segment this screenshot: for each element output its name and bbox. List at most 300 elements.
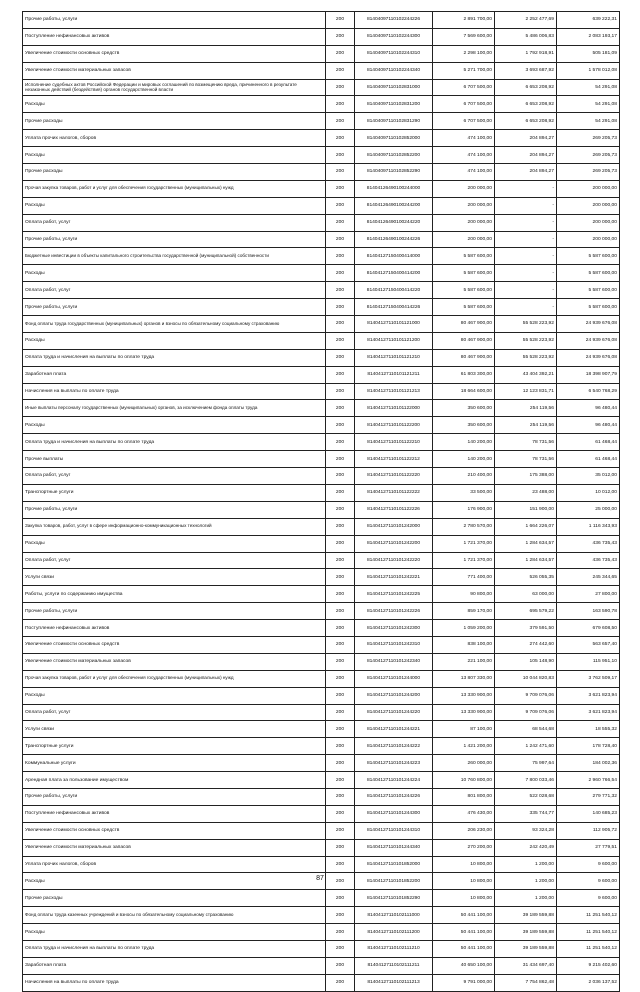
table-row [23, 653, 620, 670]
row-name-cell: Закупка товаров, работ, услуг в сфере информационно-коммуникационных технологий [23, 518, 326, 535]
table-row [23, 468, 620, 485]
row-remainder-cell: 54 291,08 [557, 79, 620, 96]
row-name-cell: Услуги связи [23, 721, 326, 738]
row-classification-code-cell: 81404127110101852200 [355, 873, 433, 890]
row-classification-code-cell: 81404127150400414220 [355, 282, 433, 299]
row-remainder-cell: 6 540 768,29 [557, 383, 620, 400]
row-name-cell: Заработная плата [23, 366, 326, 383]
row-executed-cell: 1 664 226,07 [495, 518, 557, 535]
table-row [23, 332, 620, 349]
row-executed-cell: - [495, 214, 557, 231]
row-classification-code-cell: 81404127110101242300 [355, 620, 433, 637]
row-name-cell: Арендная плата за пользование имуществом [23, 772, 326, 789]
row-approved-cell: 801 800,00 [433, 788, 495, 805]
row-name-cell: Оплата работ, услуг [23, 468, 326, 485]
row-executed-cell: - [495, 248, 557, 265]
table-row [23, 788, 620, 805]
row-executed-cell: 63 000,00 [495, 586, 557, 603]
row-line-code-cell: 200 [326, 45, 355, 62]
row-approved-cell: 1 721 370,00 [433, 552, 495, 569]
row-remainder-cell: 140 685,23 [557, 805, 620, 822]
row-line-code-cell: 200 [326, 620, 355, 637]
row-line-code-cell: 200 [326, 721, 355, 738]
row-classification-code-cell: 81404097110102244300 [355, 28, 433, 45]
row-approved-cell: 1 059 200,00 [433, 620, 495, 637]
row-classification-code-cell: 81404126490100244220 [355, 214, 433, 231]
row-remainder-cell: 25 000,00 [557, 501, 620, 518]
row-executed-cell: - [495, 197, 557, 214]
table-row [23, 704, 620, 721]
row-classification-code-cell: 81404127110102111200 [355, 924, 433, 941]
row-line-code-cell: 200 [326, 248, 355, 265]
row-remainder-cell: 245 344,65 [557, 569, 620, 586]
row-classification-code-cell: 81404127110101244226 [355, 788, 433, 805]
row-approved-cell: 5 587 600,00 [433, 282, 495, 299]
row-name-cell: Расходы [23, 147, 326, 164]
row-remainder-cell: 436 735,43 [557, 552, 620, 569]
budget-table-body [23, 12, 620, 992]
table-row [23, 197, 620, 214]
table-row [23, 400, 620, 417]
row-line-code-cell: 200 [326, 586, 355, 603]
row-approved-cell: 771 400,00 [433, 569, 495, 586]
row-executed-cell: 23 488,00 [495, 484, 557, 501]
table-row [23, 924, 620, 941]
row-line-code-cell: 200 [326, 670, 355, 687]
row-executed-cell: 5 486 006,83 [495, 28, 557, 45]
row-remainder-cell: 5 587 600,00 [557, 248, 620, 265]
row-classification-code-cell: 81404127150400414226 [355, 299, 433, 316]
row-approved-cell: 176 900,00 [433, 501, 495, 518]
row-name-cell: Фонд оплаты труда казенных учреждений и взносы по обязательному социальному страхованию [23, 907, 326, 924]
row-executed-cell: 55 528 223,92 [495, 316, 557, 333]
row-name-cell: Поступление нефинансовых активов [23, 805, 326, 822]
row-line-code-cell: 200 [326, 603, 355, 620]
row-executed-cell: 1 200,00 [495, 856, 557, 873]
row-name-cell: Расходы [23, 265, 326, 282]
row-name-cell: Исполнение судебных актов Российской Федерации и мировых соглашений по возмещению вреда, причиненного в результате незаконных действий (бездействия) органов государственной власти [23, 79, 326, 96]
row-name-cell: Прочие работы, услуги [23, 501, 326, 518]
row-name-cell: Расходы [23, 96, 326, 113]
row-classification-code-cell: 81404127110101242225 [355, 586, 433, 603]
row-executed-cell: 12 123 831,71 [495, 383, 557, 400]
row-name-cell: Расходы [23, 332, 326, 349]
row-remainder-cell: 24 939 676,08 [557, 349, 620, 366]
row-remainder-cell: 2 036 137,52 [557, 974, 620, 991]
row-remainder-cell: 112 905,72 [557, 822, 620, 839]
row-approved-cell: 10 800,00 [433, 856, 495, 873]
table-row [23, 484, 620, 501]
row-executed-cell: 7 754 862,48 [495, 974, 557, 991]
row-line-code-cell: 200 [326, 788, 355, 805]
table-row [23, 366, 620, 383]
row-line-code-cell: 200 [326, 468, 355, 485]
row-name-cell: Уплата прочих налогов, сборов [23, 130, 326, 147]
row-executed-cell: 9 709 076,06 [495, 704, 557, 721]
row-remainder-cell: 200 000,00 [557, 197, 620, 214]
row-executed-cell: 204 894,27 [495, 147, 557, 164]
row-line-code-cell: 200 [326, 164, 355, 181]
row-approved-cell: 206 230,00 [433, 822, 495, 839]
table-row [23, 164, 620, 181]
row-remainder-cell: 24 939 676,08 [557, 316, 620, 333]
table-row [23, 79, 620, 96]
row-name-cell: Расходы [23, 687, 326, 704]
row-line-code-cell: 200 [326, 332, 355, 349]
row-classification-code-cell: 81404127110101242340 [355, 653, 433, 670]
row-name-cell: Прочие работы, услуги [23, 603, 326, 620]
row-name-cell: Прочие расходы [23, 164, 326, 181]
row-executed-cell: 1 284 634,57 [495, 552, 557, 569]
table-row [23, 130, 620, 147]
row-name-cell: Увеличение стоимости материальных запасов [23, 653, 326, 670]
row-line-code-cell: 200 [326, 839, 355, 856]
row-line-code-cell: 200 [326, 687, 355, 704]
row-approved-cell: 13 330 900,00 [433, 687, 495, 704]
table-row [23, 907, 620, 924]
row-classification-code-cell: 81404097110102852000 [355, 130, 433, 147]
row-remainder-cell: 3 621 823,94 [557, 687, 620, 704]
table-row [23, 248, 620, 265]
row-classification-code-cell: 81404127110101852000 [355, 856, 433, 873]
row-remainder-cell: 18 555,32 [557, 721, 620, 738]
row-line-code-cell: 200 [326, 974, 355, 991]
row-remainder-cell: 3 762 509,17 [557, 670, 620, 687]
table-row [23, 636, 620, 653]
row-name-cell: Прочие расходы [23, 890, 326, 907]
table-row [23, 231, 620, 248]
row-classification-code-cell: 81404127110101242000 [355, 518, 433, 535]
row-classification-code-cell: 81404127110101122210 [355, 434, 433, 451]
row-approved-cell: 7 569 600,00 [433, 28, 495, 45]
table-row [23, 721, 620, 738]
row-executed-cell: 6 653 208,92 [495, 113, 557, 130]
row-name-cell: Поступление нефинансовых активов [23, 28, 326, 45]
row-remainder-cell: 436 735,43 [557, 535, 620, 552]
row-approved-cell: 40 650 100,00 [433, 957, 495, 974]
row-line-code-cell: 200 [326, 653, 355, 670]
row-line-code-cell: 200 [326, 316, 355, 333]
row-classification-code-cell: 81404127110101242220 [355, 552, 433, 569]
row-classification-code-cell: 81404127110102111211 [355, 957, 433, 974]
row-remainder-cell: 115 951,10 [557, 653, 620, 670]
row-classification-code-cell: 81404127110101242226 [355, 603, 433, 620]
row-classification-code-cell: 81404126490100244000 [355, 180, 433, 197]
row-executed-cell: 75 997,64 [495, 755, 557, 772]
row-remainder-cell: 279 771,32 [557, 788, 620, 805]
row-remainder-cell: 269 205,73 [557, 164, 620, 181]
row-classification-code-cell: 81404127110101244200 [355, 687, 433, 704]
row-remainder-cell: 639 222,31 [557, 12, 620, 29]
row-executed-cell: 31 434 697,40 [495, 957, 557, 974]
row-approved-cell: 87 100,00 [433, 721, 495, 738]
row-executed-cell: 93 324,28 [495, 822, 557, 839]
row-executed-cell: 526 055,35 [495, 569, 557, 586]
row-line-code-cell: 200 [326, 180, 355, 197]
row-remainder-cell: 200 000,00 [557, 180, 620, 197]
row-line-code-cell: 200 [326, 856, 355, 873]
row-approved-cell: 18 664 600,00 [433, 383, 495, 400]
row-name-cell: Транспортные услуги [23, 484, 326, 501]
row-approved-cell: 474 100,00 [433, 130, 495, 147]
row-line-code-cell: 200 [326, 400, 355, 417]
row-approved-cell: 838 100,00 [433, 636, 495, 653]
row-remainder-cell: 5 587 600,00 [557, 299, 620, 316]
row-name-cell: Расходы [23, 535, 326, 552]
row-approved-cell: 10 760 800,00 [433, 772, 495, 789]
row-name-cell: Увеличение стоимости материальных запасов [23, 839, 326, 856]
row-name-cell: Иные выплаты персоналу государственных (муниципальных) органов, за исключением фонда оплаты труда [23, 400, 326, 417]
row-executed-cell: 335 744,77 [495, 805, 557, 822]
row-line-code-cell: 200 [326, 147, 355, 164]
row-classification-code-cell: 81404127110101121200 [355, 332, 433, 349]
row-approved-cell: 6 707 500,00 [433, 79, 495, 96]
row-classification-code-cell: 81404127110101242221 [355, 569, 433, 586]
row-name-cell: Расходы [23, 197, 326, 214]
row-line-code-cell: 200 [326, 518, 355, 535]
row-executed-cell: 1 242 471,60 [495, 738, 557, 755]
row-name-cell: Увеличение стоимости основных средств [23, 822, 326, 839]
table-row [23, 974, 620, 991]
row-classification-code-cell: 81404127110101122000 [355, 400, 433, 417]
row-remainder-cell: 200 000,00 [557, 231, 620, 248]
table-row [23, 620, 620, 637]
row-remainder-cell: 54 291,08 [557, 113, 620, 130]
row-approved-cell: 61 803 300,00 [433, 366, 495, 383]
row-approved-cell: 10 800,00 [433, 873, 495, 890]
row-line-code-cell: 200 [326, 535, 355, 552]
table-row [23, 603, 620, 620]
row-line-code-cell: 200 [326, 957, 355, 974]
row-remainder-cell: 1 116 343,93 [557, 518, 620, 535]
table-row [23, 451, 620, 468]
table-row [23, 282, 620, 299]
table-row [23, 535, 620, 552]
row-name-cell: Увеличение стоимости основных средств [23, 45, 326, 62]
row-remainder-cell: 200 000,00 [557, 214, 620, 231]
row-classification-code-cell: 81404126490100244200 [355, 197, 433, 214]
row-executed-cell: - [495, 180, 557, 197]
row-line-code-cell: 200 [326, 383, 355, 400]
row-name-cell: Оплата труда и начисления на выплаты по оплате труда [23, 434, 326, 451]
table-row [23, 501, 620, 518]
row-classification-code-cell: 81404126490100244226 [355, 231, 433, 248]
row-approved-cell: 200 000,00 [433, 180, 495, 197]
row-line-code-cell: 200 [326, 214, 355, 231]
row-name-cell: Прочие работы, услуги [23, 299, 326, 316]
row-executed-cell: 9 709 076,06 [495, 687, 557, 704]
row-executed-cell: 55 528 223,92 [495, 349, 557, 366]
row-classification-code-cell: 81404127110101122200 [355, 417, 433, 434]
row-remainder-cell: 11 251 540,12 [557, 924, 620, 941]
row-approved-cell: 474 100,00 [433, 147, 495, 164]
row-classification-code-cell: 81404097110102244340 [355, 62, 433, 79]
row-remainder-cell: 11 251 540,12 [557, 907, 620, 924]
row-remainder-cell: 9 600,00 [557, 873, 620, 890]
row-executed-cell: 43 404 392,21 [495, 366, 557, 383]
row-approved-cell: 350 600,00 [433, 400, 495, 417]
row-approved-cell: 50 441 100,00 [433, 940, 495, 957]
row-classification-code-cell: 81404127110101244300 [355, 805, 433, 822]
table-row [23, 755, 620, 772]
row-executed-cell: 1 200,00 [495, 890, 557, 907]
table-row [23, 957, 620, 974]
row-name-cell: Прочая закупка товаров, работ и услуг для обеспечения государственных (муниципальных) нужд [23, 670, 326, 687]
row-executed-cell: 204 894,27 [495, 130, 557, 147]
row-remainder-cell: 2 083 193,17 [557, 28, 620, 45]
row-name-cell: Прочая закупка товаров, работ и услуг для обеспечения государственных (муниципальных) нужд [23, 180, 326, 197]
row-approved-cell: 474 100,00 [433, 164, 495, 181]
row-classification-code-cell: 81404127150400414000 [355, 248, 433, 265]
row-approved-cell: 221 100,00 [433, 653, 495, 670]
row-remainder-cell: 24 939 676,08 [557, 332, 620, 349]
table-row [23, 805, 620, 822]
row-line-code-cell: 200 [326, 501, 355, 518]
row-remainder-cell: 9 600,00 [557, 856, 620, 873]
budget-execution-sheet [22, 11, 620, 992]
row-executed-cell: 695 579,22 [495, 603, 557, 620]
table-row [23, 45, 620, 62]
row-classification-code-cell: 81404127150400414200 [355, 265, 433, 282]
table-row [23, 299, 620, 316]
table-row [23, 28, 620, 45]
row-name-cell: Оплата труда и начисления на выплаты по оплате труда [23, 940, 326, 957]
row-line-code-cell: 200 [326, 28, 355, 45]
row-classification-code-cell: 81404097110102852200 [355, 147, 433, 164]
row-remainder-cell: 505 181,09 [557, 45, 620, 62]
row-approved-cell: 210 400,00 [433, 468, 495, 485]
row-executed-cell: 254 119,56 [495, 400, 557, 417]
row-name-cell: Работы, услуги по содержанию имущества [23, 586, 326, 603]
row-name-cell: Прочие работы, услуги [23, 788, 326, 805]
row-name-cell: Увеличение стоимости материальных запасов [23, 62, 326, 79]
row-line-code-cell: 200 [326, 231, 355, 248]
row-remainder-cell: 269 205,73 [557, 147, 620, 164]
row-remainder-cell: 563 657,40 [557, 636, 620, 653]
row-classification-code-cell: 81404127110101244340 [355, 839, 433, 856]
row-line-code-cell: 200 [326, 569, 355, 586]
row-approved-cell: 2 891 700,00 [433, 12, 495, 29]
row-name-cell: Оплата труда и начисления на выплаты по оплате труда [23, 349, 326, 366]
row-executed-cell: 1 200,00 [495, 873, 557, 890]
row-approved-cell: 260 000,00 [433, 755, 495, 772]
row-classification-code-cell: 81404097110102831290 [355, 113, 433, 130]
row-name-cell: Транспортные услуги [23, 738, 326, 755]
row-name-cell: Начисления на выплаты по оплате труда [23, 383, 326, 400]
row-executed-cell: 242 420,49 [495, 839, 557, 856]
row-executed-cell: 175 388,00 [495, 468, 557, 485]
row-line-code-cell: 200 [326, 12, 355, 29]
row-name-cell: Прочие работы, услуги [23, 231, 326, 248]
row-classification-code-cell: 81404127110101122220 [355, 468, 433, 485]
table-row [23, 214, 620, 231]
row-line-code-cell: 200 [326, 755, 355, 772]
table-row [23, 670, 620, 687]
row-line-code-cell: 200 [326, 299, 355, 316]
row-remainder-cell: 96 480,44 [557, 400, 620, 417]
row-executed-cell: 39 189 559,88 [495, 907, 557, 924]
row-executed-cell: 274 442,60 [495, 636, 557, 653]
row-line-code-cell: 200 [326, 873, 355, 890]
row-line-code-cell: 200 [326, 484, 355, 501]
table-row [23, 569, 620, 586]
row-approved-cell: 5 587 600,00 [433, 299, 495, 316]
row-remainder-cell: 9 215 402,60 [557, 957, 620, 974]
row-line-code-cell: 200 [326, 738, 355, 755]
row-executed-cell: 39 189 559,88 [495, 924, 557, 941]
row-approved-cell: 10 800,00 [433, 890, 495, 907]
table-row [23, 417, 620, 434]
row-remainder-cell: 163 590,78 [557, 603, 620, 620]
row-approved-cell: 50 441 100,00 [433, 907, 495, 924]
table-row [23, 738, 620, 755]
row-line-code-cell: 200 [326, 924, 355, 941]
row-name-cell: Услуги связи [23, 569, 326, 586]
row-line-code-cell: 200 [326, 451, 355, 468]
table-row [23, 383, 620, 400]
row-remainder-cell: 96 480,44 [557, 417, 620, 434]
row-line-code-cell: 200 [326, 704, 355, 721]
row-name-cell: Поступление нефинансовых активов [23, 620, 326, 637]
table-row [23, 772, 620, 789]
row-line-code-cell: 200 [326, 265, 355, 282]
table-row [23, 822, 620, 839]
row-approved-cell: 5 587 600,00 [433, 248, 495, 265]
row-name-cell: Заработная плата [23, 957, 326, 974]
row-classification-code-cell: 81404127110101244220 [355, 704, 433, 721]
row-line-code-cell: 200 [326, 197, 355, 214]
row-remainder-cell: 54 291,08 [557, 96, 620, 113]
row-approved-cell: 9 791 000,00 [433, 974, 495, 991]
row-executed-cell: 151 900,00 [495, 501, 557, 518]
row-line-code-cell: 200 [326, 552, 355, 569]
row-classification-code-cell: 81404127110102111000 [355, 907, 433, 924]
row-approved-cell: 6 707 500,00 [433, 96, 495, 113]
row-remainder-cell: 9 600,00 [557, 890, 620, 907]
row-classification-code-cell: 81404127110101242310 [355, 636, 433, 653]
row-classification-code-cell: 81404127110101244310 [355, 822, 433, 839]
row-line-code-cell: 200 [326, 349, 355, 366]
row-line-code-cell: 200 [326, 805, 355, 822]
row-name-cell: Оплата работ, услуг [23, 704, 326, 721]
row-classification-code-cell: 81404097110102831200 [355, 96, 433, 113]
row-approved-cell: 80 467 900,00 [433, 316, 495, 333]
table-row [23, 890, 620, 907]
row-approved-cell: 13 330 900,00 [433, 704, 495, 721]
row-approved-cell: 200 000,00 [433, 197, 495, 214]
row-classification-code-cell: 81404097110102244226 [355, 12, 433, 29]
row-remainder-cell: 178 728,40 [557, 738, 620, 755]
row-approved-cell: 270 200,00 [433, 839, 495, 856]
row-executed-cell: 68 544,68 [495, 721, 557, 738]
row-line-code-cell: 200 [326, 366, 355, 383]
row-name-cell: Начисления на выплаты по оплате труда [23, 974, 326, 991]
row-executed-cell: 78 731,56 [495, 434, 557, 451]
table-row [23, 552, 620, 569]
row-line-code-cell: 200 [326, 890, 355, 907]
row-line-code-cell: 200 [326, 434, 355, 451]
table-row [23, 940, 620, 957]
row-approved-cell: 140 200,00 [433, 451, 495, 468]
table-row [23, 316, 620, 333]
table-row [23, 96, 620, 113]
row-executed-cell: 39 189 559,88 [495, 940, 557, 957]
row-approved-cell: 2 780 570,00 [433, 518, 495, 535]
table-row [23, 856, 620, 873]
table-row [23, 434, 620, 451]
row-classification-code-cell: 81404127110101121211 [355, 366, 433, 383]
row-approved-cell: 859 170,00 [433, 603, 495, 620]
